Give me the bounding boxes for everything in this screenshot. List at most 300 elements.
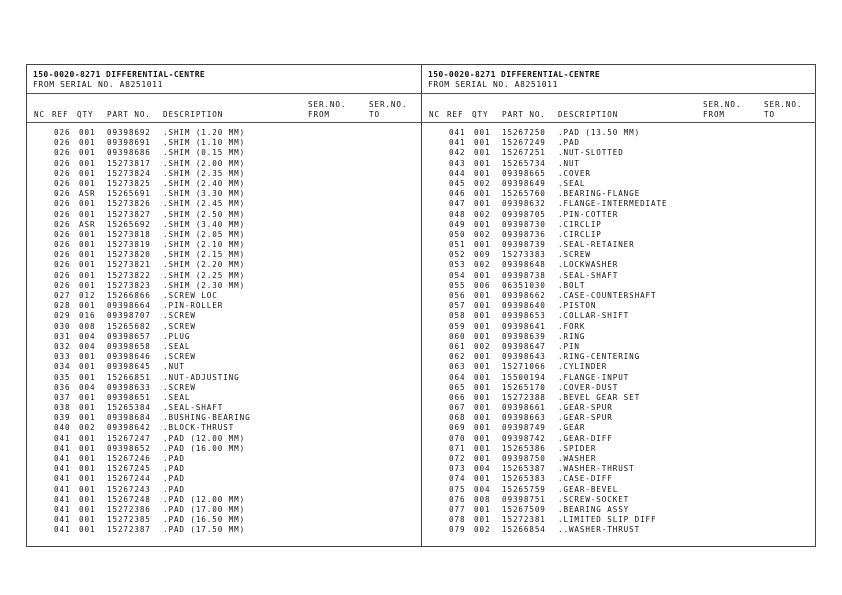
- table-row: [422, 515, 816, 525]
- table-row: [422, 444, 816, 454]
- part-number: 09398641: [502, 321, 546, 331]
- table-row: [27, 454, 421, 464]
- col-ser-to-line1: SER.NO.: [369, 100, 408, 109]
- part-number: 15273822: [107, 270, 151, 280]
- table-row: [27, 281, 421, 291]
- table-row: [422, 332, 816, 342]
- part-number: 15265387: [502, 464, 546, 474]
- part-number: 15265384: [107, 403, 151, 413]
- description: .PAD (13.50 MM): [558, 128, 641, 137]
- col-ser-from-line1: SER.NO.: [703, 100, 742, 109]
- quantity: 001: [474, 240, 491, 250]
- ref-number: 068: [449, 413, 466, 423]
- part-number: 09398665: [502, 168, 546, 178]
- quantity: 004: [79, 331, 96, 341]
- part-number: 15267251: [502, 148, 546, 158]
- part-number: 15273817: [107, 158, 151, 168]
- description: .PIN-ROLLER: [163, 301, 224, 311]
- quantity: 001: [79, 392, 96, 402]
- description: .SHIM (2.05 MM): [163, 229, 246, 239]
- part-number: 09398642: [107, 423, 151, 433]
- ref-number: 041: [54, 515, 71, 525]
- quantity: 001: [474, 301, 491, 311]
- quantity: 001: [79, 280, 96, 290]
- quantity: 001: [474, 291, 491, 300]
- part-number: 15266854: [502, 525, 546, 535]
- quantity: 001: [474, 168, 491, 178]
- part-number: 15273824: [107, 168, 151, 178]
- table-row: [422, 495, 816, 505]
- quantity: 002: [474, 525, 491, 535]
- ref-number: 075: [449, 484, 466, 494]
- quantity: 001: [79, 229, 96, 239]
- assembly-title: 150-0020-8271 DIFFERENTIAL-CENTRE: [428, 70, 601, 79]
- ref-number: 026: [54, 280, 71, 290]
- ref-number: 039: [54, 413, 71, 423]
- table-row: [27, 240, 421, 250]
- ref-number: 040: [54, 423, 71, 433]
- quantity: 001: [474, 352, 491, 362]
- quantity: 002: [79, 423, 96, 433]
- table-row: [27, 159, 421, 169]
- table-row: [422, 138, 816, 148]
- table-row: [422, 352, 816, 362]
- table-row: [422, 220, 816, 230]
- part-number: 15266851: [107, 372, 151, 382]
- table-row: [27, 148, 421, 158]
- table-row: [422, 464, 816, 474]
- description: .NUT-ADJUSTING: [163, 372, 240, 382]
- ref-number: 026: [54, 250, 71, 260]
- ref-number: 026: [54, 229, 71, 239]
- ref-number: 053: [449, 260, 466, 270]
- part-number: 15265386: [502, 443, 546, 453]
- ref-number: 044: [449, 168, 466, 178]
- description: .BEVEL GEAR SET: [558, 392, 641, 402]
- quantity: 002: [474, 178, 491, 188]
- part-number: 09398692: [107, 128, 151, 137]
- quantity: 001: [79, 352, 96, 362]
- ref-number: 041: [54, 484, 71, 494]
- table-row: [422, 474, 816, 484]
- part-number: 15267248: [107, 494, 151, 504]
- part-number: 09398739: [502, 240, 546, 250]
- part-number: 15273820: [107, 250, 151, 260]
- table-row: [422, 240, 816, 250]
- table-row: [27, 525, 421, 535]
- col-description: DESCRIPTION: [163, 110, 224, 119]
- description: .SEAL-SHAFT: [163, 403, 224, 413]
- ref-number: 057: [449, 301, 466, 311]
- description: .CIRCLIP: [558, 219, 602, 229]
- ref-number: 059: [449, 321, 466, 331]
- header-rule-top: [422, 93, 816, 94]
- quantity: 001: [474, 443, 491, 453]
- table-row: [27, 291, 421, 301]
- part-number: 09398648: [502, 260, 546, 270]
- description: .SHIM (2.40 MM): [163, 178, 246, 188]
- quantity: 002: [474, 229, 491, 239]
- description: .NUT: [163, 362, 185, 372]
- quantity: 001: [474, 311, 491, 321]
- table-row: [27, 413, 421, 423]
- description: .PAD (12.00 MM): [163, 494, 246, 504]
- quantity: 004: [474, 464, 491, 474]
- table-row: [422, 291, 816, 301]
- ref-number: 052: [449, 250, 466, 260]
- description: .BLOCK-THRUST: [163, 423, 235, 433]
- quantity: 006: [474, 280, 491, 290]
- table-row: [422, 301, 816, 311]
- table-row: [422, 393, 816, 403]
- quantity: 008: [79, 321, 96, 331]
- quantity: 004: [79, 382, 96, 392]
- serial-range: FROM SERIAL NO. A8251011: [33, 80, 163, 89]
- description: .NUT-SLOTTED: [558, 148, 624, 158]
- description: .SCREW LOC: [163, 291, 218, 300]
- table-row: [27, 250, 421, 260]
- ref-number: 073: [449, 464, 466, 474]
- parts-list-right: [422, 128, 816, 536]
- table-row: [422, 271, 816, 281]
- ref-number: 026: [54, 138, 71, 148]
- ref-number: 054: [449, 270, 466, 280]
- part-number: 15273818: [107, 229, 151, 239]
- parts-panel-right: [422, 64, 816, 547]
- ref-number: 064: [449, 372, 466, 382]
- table-row: [422, 311, 816, 321]
- description: .SCREW: [163, 352, 196, 362]
- description: .PAD (16.00 MM): [163, 443, 246, 453]
- quantity: 001: [79, 403, 96, 413]
- col-ser-to-line2: TO: [764, 110, 775, 119]
- part-number: 09398664: [107, 301, 151, 311]
- part-number: 15500194: [502, 372, 546, 382]
- ref-number: 028: [54, 301, 71, 311]
- table-row: [27, 434, 421, 444]
- col-qty: QTY: [472, 110, 489, 119]
- ref-number: 026: [54, 240, 71, 250]
- quantity: 001: [474, 392, 491, 402]
- ref-number: 058: [449, 311, 466, 321]
- quantity: 001: [79, 260, 96, 270]
- quantity: ASR: [79, 219, 96, 229]
- quantity: 001: [79, 362, 96, 372]
- table-row: [422, 413, 816, 423]
- part-number: 15265682: [107, 321, 151, 331]
- quantity: 001: [79, 515, 96, 525]
- part-number: 15273821: [107, 260, 151, 270]
- quantity: 001: [79, 443, 96, 453]
- ref-number: 047: [449, 199, 466, 209]
- part-number: 15272386: [107, 504, 151, 514]
- part-number: 15267509: [502, 504, 546, 514]
- header-rule-bottom: [27, 122, 421, 123]
- table-row: [422, 210, 816, 220]
- table-row: [422, 169, 816, 179]
- description: .SHIM (3.40 MM): [163, 219, 246, 229]
- description: .SHIM (2.45 MM): [163, 199, 246, 209]
- quantity: 001: [474, 372, 491, 382]
- col-ser-from-line1: SER.NO.: [308, 100, 347, 109]
- part-number: 09398736: [502, 229, 546, 239]
- part-number: 09398645: [107, 362, 151, 372]
- ref-number: 042: [449, 148, 466, 158]
- part-number: 15265734: [502, 158, 546, 168]
- description: ..WASHER-THRUST: [558, 525, 641, 535]
- ref-number: 056: [449, 291, 466, 300]
- part-number: 09398661: [502, 403, 546, 413]
- part-number: 15265170: [502, 382, 546, 392]
- table-row: [27, 332, 421, 342]
- description: .SEAL-SHAFT: [558, 270, 619, 280]
- ref-number: 051: [449, 240, 466, 250]
- ref-number: 074: [449, 474, 466, 484]
- quantity: 001: [79, 484, 96, 494]
- quantity: 001: [474, 158, 491, 168]
- ref-number: 070: [449, 433, 466, 443]
- table-row: [27, 444, 421, 454]
- part-number: 09398749: [502, 423, 546, 433]
- table-row: [422, 525, 816, 535]
- table-row: [27, 199, 421, 209]
- part-number: 09398649: [502, 178, 546, 188]
- table-row: [27, 210, 421, 220]
- header-rule-bottom: [422, 122, 816, 123]
- table-row: [27, 179, 421, 189]
- quantity: 001: [474, 504, 491, 514]
- table-row: [27, 271, 421, 281]
- part-number: 09398686: [107, 148, 151, 158]
- col-part-no: PART NO.: [502, 110, 546, 119]
- quantity: 002: [474, 209, 491, 219]
- description: .SHIM (2.30 MM): [163, 280, 246, 290]
- description: .CASE-DIFF: [558, 474, 613, 484]
- table-row: [27, 220, 421, 230]
- part-number: 09398705: [502, 209, 546, 219]
- description: .BEARING ASSY: [558, 504, 630, 514]
- part-number: 15267247: [107, 433, 151, 443]
- part-number: 15267244: [107, 474, 151, 484]
- parts-panel-left: [27, 64, 421, 547]
- description: .SHIM (3.30 MM): [163, 189, 246, 199]
- ref-number: 041: [54, 525, 71, 535]
- description: .PAD (12.00 MM): [163, 433, 246, 443]
- ref-number: 079: [449, 525, 466, 535]
- part-number: 15273827: [107, 209, 151, 219]
- ref-number: 026: [54, 178, 71, 188]
- quantity: 001: [79, 504, 96, 514]
- ref-number: 032: [54, 341, 71, 351]
- table-row: [27, 403, 421, 413]
- quantity: 001: [474, 515, 491, 525]
- description: .PAD: [163, 484, 185, 494]
- ref-number: 049: [449, 219, 466, 229]
- description: .PAD (17.00 MM): [163, 504, 246, 514]
- col-ser-to-line2: TO: [369, 110, 380, 119]
- ref-number: 055: [449, 280, 466, 290]
- col-qty: QTY: [77, 110, 94, 119]
- part-number: 15267249: [502, 138, 546, 148]
- ref-number: 031: [54, 331, 71, 341]
- part-number: 09398750: [502, 454, 546, 463]
- ref-number: 050: [449, 229, 466, 239]
- description: .PAD (17.50 MM): [163, 525, 246, 535]
- table-row: [422, 250, 816, 260]
- quantity: 009: [474, 250, 491, 260]
- part-number: 15273826: [107, 199, 151, 209]
- part-number: 09398663: [502, 413, 546, 423]
- description: .LIMITED SLIP DIFF: [558, 515, 657, 525]
- table-row: [422, 373, 816, 383]
- description: .SEAL: [163, 341, 191, 351]
- quantity: 001: [79, 178, 96, 188]
- ref-number: 041: [54, 433, 71, 443]
- ref-number: 034: [54, 362, 71, 372]
- quantity: 001: [79, 270, 96, 280]
- quantity: 001: [474, 423, 491, 433]
- description: .PISTON: [558, 301, 597, 311]
- description: .BEARING-FLANGE: [558, 189, 641, 199]
- part-number: 09398643: [502, 352, 546, 362]
- part-number: 15265692: [107, 219, 151, 229]
- description: .SHIM (2.20 MM): [163, 260, 246, 270]
- quantity: 001: [79, 372, 96, 382]
- description: .PAD: [558, 138, 580, 148]
- description: .PIN-COTTER: [558, 209, 619, 219]
- ref-number: 030: [54, 321, 71, 331]
- table-row: [27, 393, 421, 403]
- quantity: 001: [474, 138, 491, 148]
- part-number: 09398632: [502, 199, 546, 209]
- quantity: 001: [474, 128, 491, 137]
- ref-number: 026: [54, 128, 71, 137]
- part-number: 15272388: [502, 392, 546, 402]
- ref-number: 026: [54, 148, 71, 158]
- table-row: [27, 423, 421, 433]
- quantity: 001: [79, 199, 96, 209]
- quantity: 001: [79, 250, 96, 260]
- description: .SHIM (2.35 MM): [163, 168, 246, 178]
- part-number: 09398662: [502, 291, 546, 300]
- serial-range: FROM SERIAL NO. A8251011: [428, 80, 558, 89]
- quantity: 001: [474, 199, 491, 209]
- quantity: 001: [79, 128, 96, 137]
- description: .PAD: [163, 474, 185, 484]
- table-row: [422, 189, 816, 199]
- part-number: 09398730: [502, 219, 546, 229]
- ref-number: 041: [54, 443, 71, 453]
- quantity: 001: [474, 474, 491, 484]
- description: .NUT: [558, 158, 580, 168]
- ref-number: 071: [449, 443, 466, 453]
- description: .SHIM (1.20 MM): [163, 128, 246, 137]
- description: .FLANGE-INPUT: [558, 372, 630, 382]
- description: .SEAL-RETAINER: [558, 240, 635, 250]
- ref-number: 062: [449, 352, 466, 362]
- table-row: [422, 383, 816, 393]
- table-row: [422, 230, 816, 240]
- quantity: 001: [79, 158, 96, 168]
- description: .FLANGE-INTERMEDIATE: [558, 199, 668, 209]
- parts-list-left: [27, 128, 421, 536]
- description: .PAD: [163, 454, 185, 463]
- quantity: 001: [474, 362, 491, 372]
- description: .WASHER-THRUST: [558, 464, 635, 474]
- quantity: 001: [474, 219, 491, 229]
- description: .PAD: [163, 464, 185, 474]
- col-ref: REF: [52, 110, 69, 119]
- description: .LOCKWASHER: [558, 260, 619, 270]
- quantity: 004: [474, 484, 491, 494]
- assembly-title: 150-0020-8271 DIFFERENTIAL-CENTRE: [33, 70, 206, 79]
- ref-number: 041: [449, 128, 466, 137]
- part-number: 09398633: [107, 382, 151, 392]
- table-row: [27, 189, 421, 199]
- table-row: [27, 464, 421, 474]
- part-number: 15265760: [502, 189, 546, 199]
- part-number: 09398691: [107, 138, 151, 148]
- table-row: [27, 138, 421, 148]
- description: .SCREW: [163, 382, 196, 392]
- part-number: 15272381: [502, 515, 546, 525]
- quantity: 001: [474, 189, 491, 199]
- quantity: 001: [474, 270, 491, 280]
- table-row: [422, 128, 816, 138]
- table-row: [422, 281, 816, 291]
- ref-number: 066: [449, 392, 466, 402]
- ref-number: 033: [54, 352, 71, 362]
- table-row: [422, 199, 816, 209]
- part-number: 09398647: [502, 341, 546, 351]
- ref-number: 067: [449, 403, 466, 413]
- ref-number: 026: [54, 270, 71, 280]
- ref-number: 078: [449, 515, 466, 525]
- col-nc: NC: [429, 110, 440, 119]
- ref-number: 077: [449, 504, 466, 514]
- quantity: 004: [79, 341, 96, 351]
- quantity: 001: [79, 240, 96, 250]
- description: .SCREW: [558, 250, 591, 260]
- table-row: [27, 342, 421, 352]
- ref-number: 027: [54, 291, 71, 300]
- table-row: [422, 454, 816, 464]
- part-number: 15272385: [107, 515, 151, 525]
- part-number: 15267246: [107, 454, 151, 463]
- quantity: 008: [474, 494, 491, 504]
- quantity: 002: [474, 260, 491, 270]
- description: .GEAR-BEVEL: [558, 484, 619, 494]
- ref-number: 026: [54, 189, 71, 199]
- quantity: 012: [79, 291, 96, 300]
- table-row: [422, 362, 816, 372]
- part-number: 09398707: [107, 311, 151, 321]
- table-row: [27, 311, 421, 321]
- part-number: 09398751: [502, 494, 546, 504]
- part-number: 09398742: [502, 433, 546, 443]
- header-rule-top: [27, 93, 421, 94]
- table-row: [422, 342, 816, 352]
- ref-number: 069: [449, 423, 466, 433]
- description: .PAD (16.50 MM): [163, 515, 246, 525]
- description: .GEAR-DIFF: [558, 433, 613, 443]
- ref-number: 048: [449, 209, 466, 219]
- part-number: 09398657: [107, 331, 151, 341]
- ref-number: 041: [54, 454, 71, 463]
- description: .BUSHING-BEARING: [163, 413, 251, 423]
- ref-number: 041: [449, 138, 466, 148]
- ref-number: 035: [54, 372, 71, 382]
